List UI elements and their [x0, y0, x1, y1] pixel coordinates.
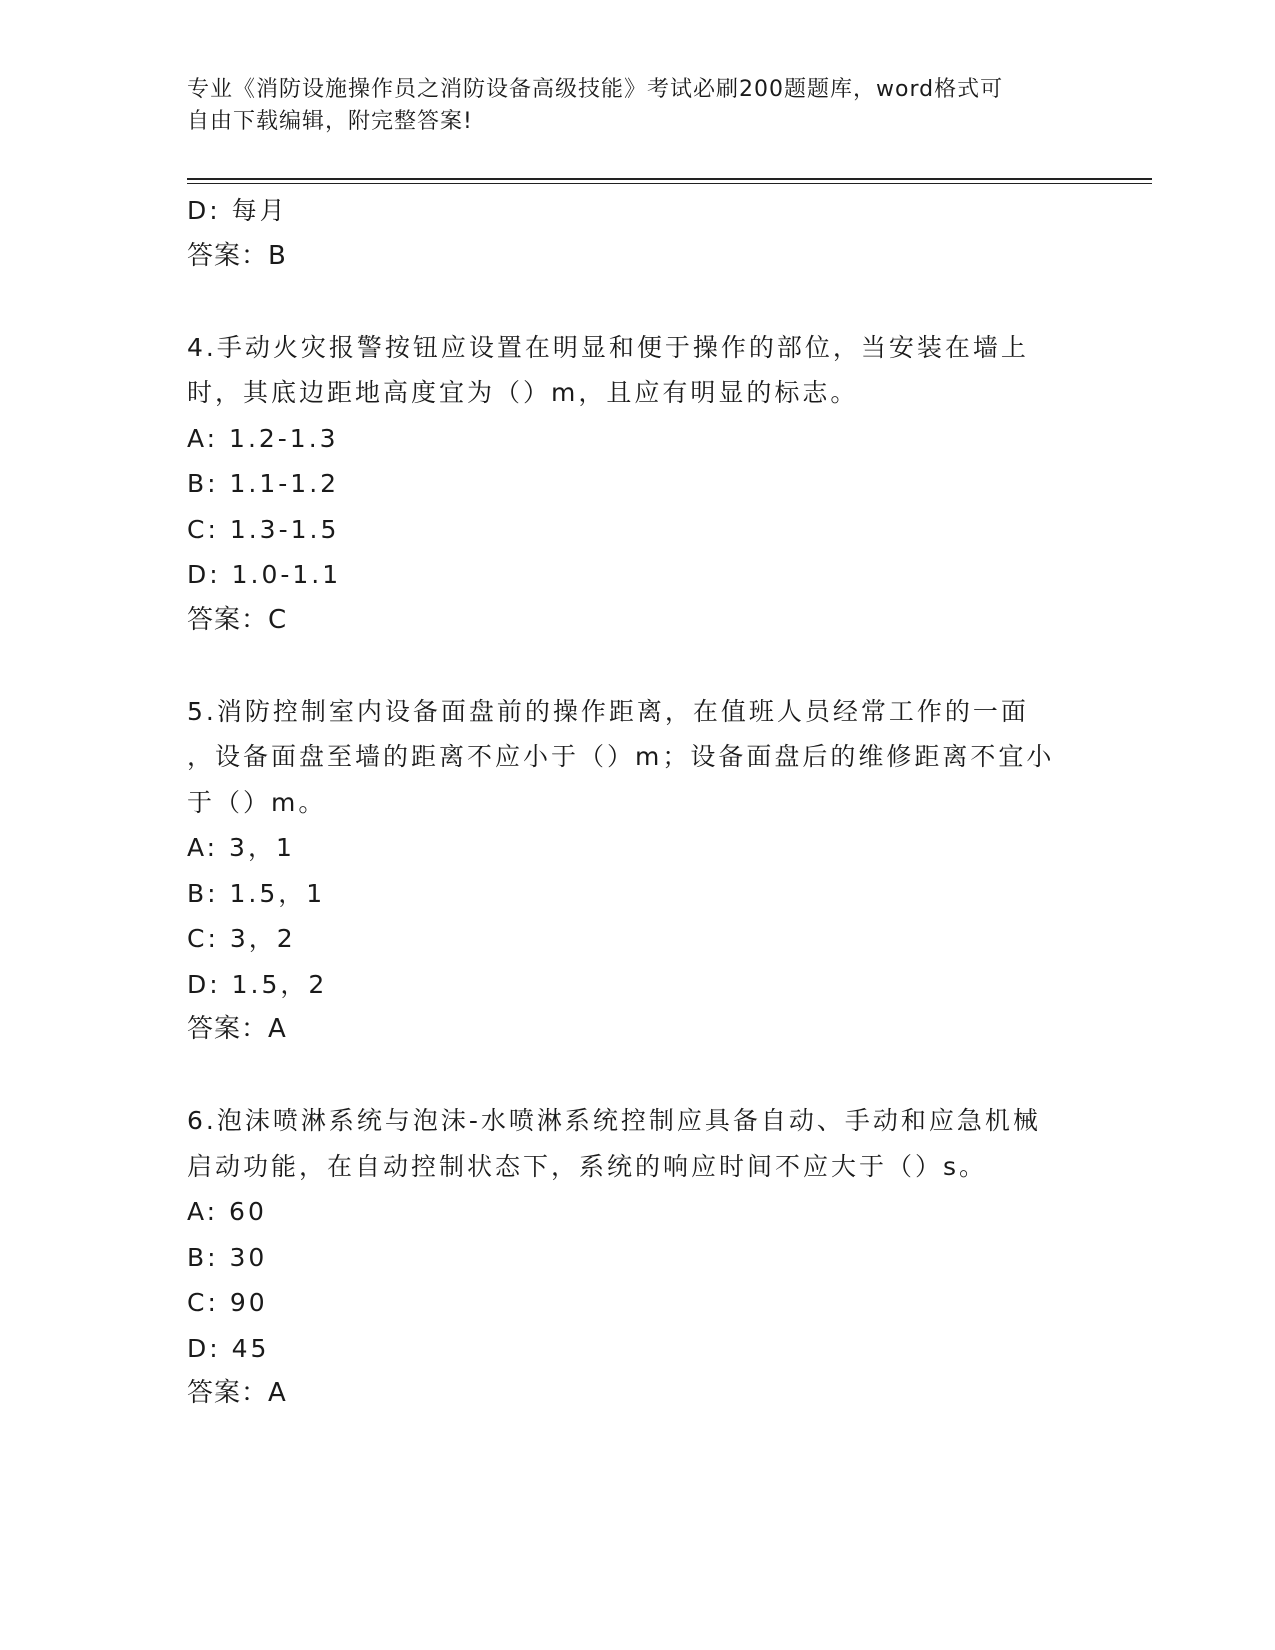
option-b: B: 1.1-1.2	[187, 469, 340, 498]
carryover-option-d: D: 每月	[187, 196, 288, 225]
option-a: A: 1.2-1.3	[187, 423, 339, 453]
option-d: D: 1.0-1.1	[187, 560, 342, 589]
option-b: B: 30	[187, 1242, 268, 1272]
page-header	[187, 74, 1087, 138]
header-rule	[187, 178, 1152, 180]
option-a: A: 3，1	[187, 833, 295, 862]
question-text-line: 6.泡沫喷淋系统与泡沫-水喷淋系统控制应具备自动、手动和应急机械	[187, 1106, 1041, 1135]
spacer	[187, 279, 1087, 325]
spacer	[187, 643, 1087, 689]
option-d: D: 45	[187, 1333, 270, 1363]
question-6	[187, 1098, 1087, 1417]
header-line-1: 专业《消防设施操作员之消防设备高级技能》考试必刷200题题库，word格式可	[187, 77, 1004, 102]
question-text-line: 启动功能，在自动控制状态下，系统的响应时间不应大于（）s。	[187, 1151, 988, 1181]
question-text-line: 时，其底边距地高度宜为（）m，且应有明显的标志。	[187, 378, 859, 407]
answer: 答案：A	[187, 1014, 287, 1044]
option-c: C: 90	[187, 1288, 268, 1317]
question-text-line: 于（）m。	[187, 787, 327, 817]
question-text-line: 5.消防控制室内设备面盘前的操作距离，在值班人员经常工作的一面	[187, 696, 1029, 726]
question-text-line: ，设备面盘至墙的距离不应小于（）m；设备面盘后的维修距离不宜小	[187, 742, 1055, 771]
answer: 答案：C	[187, 604, 288, 635]
option-b: B: 1.5，1	[187, 878, 326, 908]
question-4	[187, 325, 1087, 644]
question-5	[187, 689, 1087, 1053]
question-text-line: 4.手动火灾报警按钮应设置在明显和便于操作的部位，当安装在墙上	[187, 332, 1029, 362]
document-body	[187, 188, 1087, 1417]
carryover-answer: 答案：B	[187, 240, 287, 271]
option-c: C: 3，2	[187, 924, 296, 953]
header-line-2: 自由下载编辑，附完整答案!	[187, 109, 473, 134]
option-c: C: 1.3-1.5	[187, 514, 340, 544]
header-rule-thin	[187, 183, 1152, 184]
spacer	[187, 1053, 1087, 1099]
answer: 答案：A	[187, 1378, 287, 1408]
option-a: A: 60	[187, 1197, 267, 1226]
option-d: D: 1.5，2	[187, 969, 328, 999]
